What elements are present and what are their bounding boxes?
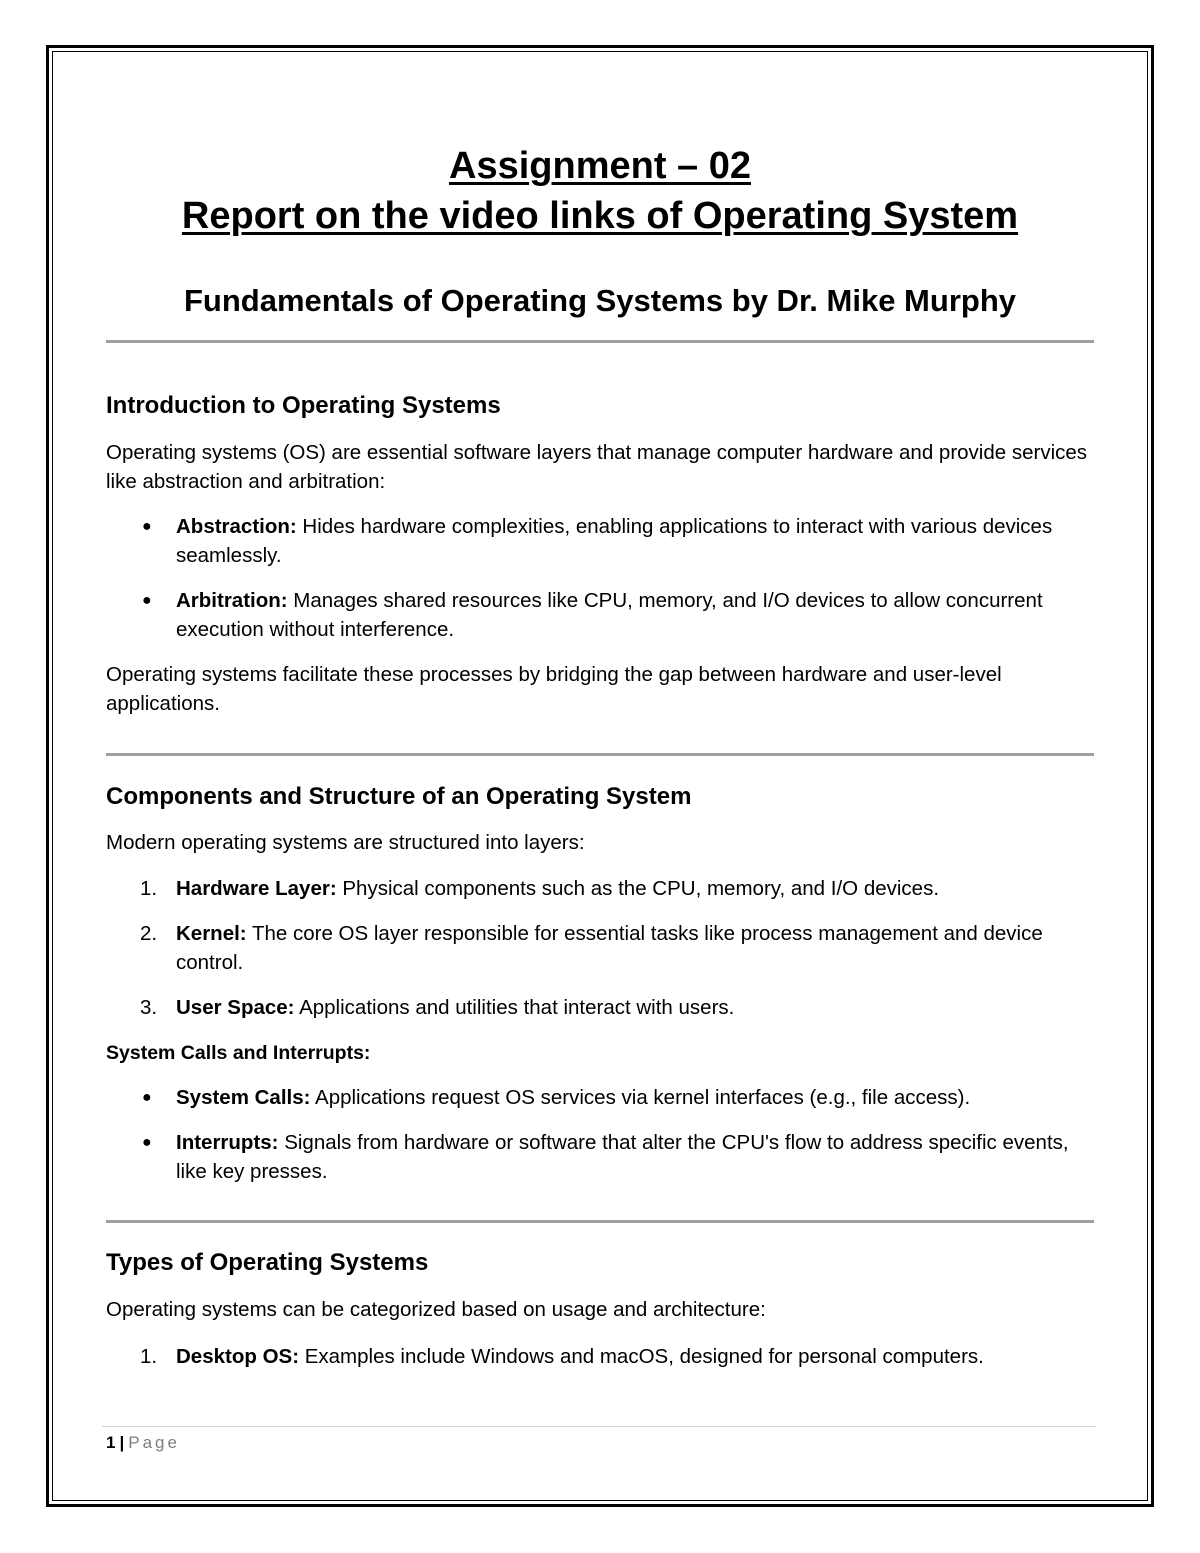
bullet-icon: ● xyxy=(142,1089,152,1106)
list-item-term: Abstraction: xyxy=(176,515,297,538)
list-item-text: Applications request OS services via kernel interfaces (e.g., file access). xyxy=(310,1086,971,1109)
list-item-text: Signals from hardware or software that alter the CPU's flow to address specific events, like key presses. xyxy=(176,1131,1069,1183)
components-paragraph: Modern operating systems are structured into layers: xyxy=(106,831,585,854)
list-item-term: Interrupts: xyxy=(176,1131,279,1154)
divider-3 xyxy=(106,1220,1094,1223)
footer-separator: | xyxy=(119,1433,125,1452)
page-border-inner xyxy=(52,51,1148,1501)
list-number: 2. xyxy=(140,922,158,945)
list-item-term: User Space: xyxy=(176,996,295,1019)
title-line-1: Assignment – 02 xyxy=(449,145,751,187)
page-footer xyxy=(106,1432,180,1454)
section-heading-intro: Introduction to Operating Systems xyxy=(106,392,501,419)
subtitle: Fundamentals of Operating Systems by Dr. Mike Murphy xyxy=(183,283,1016,318)
subheading-system-calls: System Calls and Interrupts: xyxy=(106,1042,371,1064)
types-paragraph: Operating systems can be categorized based on usage and architecture: xyxy=(106,1298,766,1321)
list-number: 1. xyxy=(140,1345,158,1368)
list-item-text: Applications and utilities that interact with users. xyxy=(294,996,735,1019)
divider-2 xyxy=(106,753,1094,756)
bullet-icon: ● xyxy=(142,1134,152,1151)
title-line-2: Report on the video links of Operating System xyxy=(181,195,1019,237)
list-number: 3. xyxy=(140,996,158,1019)
list-item-term: System Calls: xyxy=(176,1086,311,1109)
intro-paragraph: Operating systems (OS) are essential software layers that manage computer hardware and provide services like abstraction and arbitration: xyxy=(106,441,1088,493)
list-item-term: Kernel: xyxy=(176,922,247,945)
list-item-text: Manages shared resources like CPU, memory, and I/O devices to allow concurrent execution without interference. xyxy=(176,589,1043,641)
divider-1 xyxy=(106,340,1094,343)
list-item-text: Physical components such as the CPU, memory, and I/O devices. xyxy=(336,877,940,900)
list-item-term: Arbitration: xyxy=(176,589,288,612)
footer-divider xyxy=(102,1426,1096,1427)
section-heading-components: Components and Structure of an Operating System xyxy=(106,783,692,810)
page-number: 1 xyxy=(106,1433,116,1452)
bullet-icon: ● xyxy=(142,518,152,535)
page-label: Page xyxy=(128,1433,180,1452)
bullet-icon: ● xyxy=(142,592,152,609)
list-item-text: The core OS layer responsible for essential tasks like process management and device control. xyxy=(176,922,1043,974)
list-item-term: Desktop OS: xyxy=(176,1345,300,1368)
section-heading-types: Types of Operating Systems xyxy=(106,1249,429,1276)
list-item-text: Hides hardware complexities, enabling applications to interact with various devices seamlessly. xyxy=(176,515,1053,567)
intro-closing: Operating systems facilitate these processes by bridging the gap between hardware and user-level applications. xyxy=(106,663,1002,715)
list-item-text: Examples include Windows and macOS, designed for personal computers. xyxy=(299,1345,984,1368)
list-item-term: Hardware Layer: xyxy=(176,877,337,900)
list-number: 1. xyxy=(140,877,158,900)
